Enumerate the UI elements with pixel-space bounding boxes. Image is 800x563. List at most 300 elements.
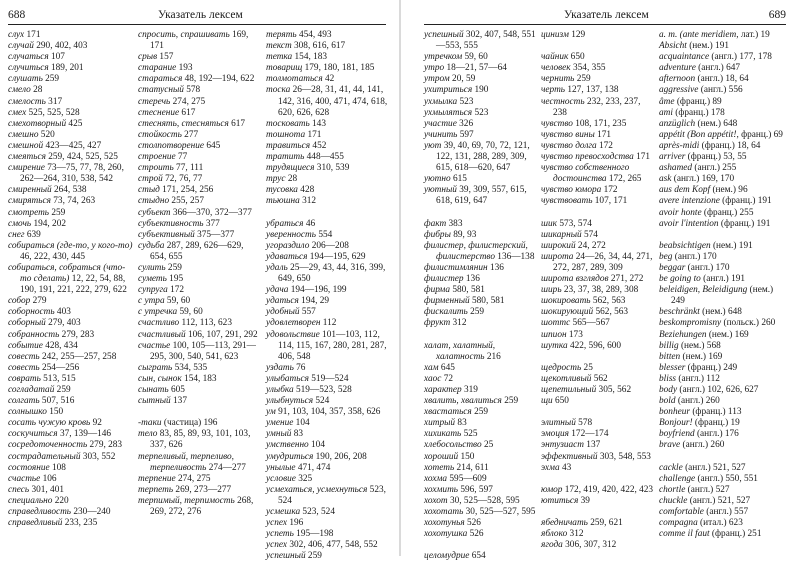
index-entry [541, 241, 655, 252]
page-refs: 92 [90, 418, 102, 429]
page-refs: 279, 283 [87, 440, 123, 451]
lexeme: унылые [266, 462, 296, 473]
lexeme: сулить [138, 262, 166, 273]
lexeme: тратить [266, 152, 305, 163]
index-entry [138, 385, 262, 396]
lexeme: хотеть [424, 462, 455, 473]
page-refs: (итал.) 623 [697, 518, 743, 529]
lexeme: ум [266, 407, 276, 418]
page-refs: 196 [287, 518, 304, 529]
index-entry [424, 396, 536, 407]
index-entry [266, 518, 390, 529]
lexeme: уздать [266, 362, 294, 373]
lexeme: справедливость [8, 507, 72, 518]
index-entry [266, 219, 390, 230]
page-refs: 59, 60 [462, 52, 488, 63]
lexeme: случиться [8, 63, 49, 74]
page-refs: 42 [322, 74, 335, 85]
lexeme: хаос [424, 373, 442, 384]
lexeme: ухмылка [424, 96, 458, 107]
lexeme: хохотать [424, 507, 464, 518]
index-entry [138, 341, 262, 363]
lexeme: шутка [541, 340, 568, 351]
lexeme: умудриться [266, 451, 314, 462]
page-refs: 279 [30, 296, 47, 307]
page-refs: 254—256 [39, 362, 80, 373]
index-entry [424, 318, 536, 329]
right-header-rule [424, 24, 786, 25]
index-entry [541, 330, 655, 341]
page-refs: 303, 548, 553 [597, 451, 651, 462]
index-entry [424, 85, 536, 96]
index-entry [266, 363, 390, 374]
page-refs: 12, 22, 54, 88, 190, 191, 221, 222, 279, 622 [20, 274, 127, 296]
page-refs: (франц.) 19 [692, 418, 740, 429]
index-entry [659, 496, 789, 507]
page-refs: 194—195, 629 [307, 251, 366, 262]
index-entry [659, 52, 789, 63]
page-refs: 366—370, 372—377 [170, 207, 252, 218]
lexeme: avoir l'intention [659, 218, 719, 229]
lexeme: субъективный [138, 229, 195, 240]
lexeme: фирменный [424, 296, 470, 307]
lexeme: удовольствие [266, 329, 320, 340]
left-page-number: 688 [8, 9, 26, 21]
lexeme: срыв [138, 52, 158, 63]
lexeme: уютный [424, 185, 457, 196]
page-refs: 104 [293, 418, 310, 429]
lexeme: хлебосольство [424, 440, 482, 451]
lexeme: хитрый [424, 418, 456, 429]
page-refs: 108 [49, 462, 66, 473]
page-refs: 305, 562 [596, 385, 632, 395]
page-refs: 83 [455, 418, 467, 429]
page-refs: 154, 183 [292, 52, 328, 63]
lexeme: утро [424, 63, 445, 74]
index-entry [659, 374, 789, 385]
lexeme: хохотушка [424, 529, 468, 540]
lexeme: энтузиаст [541, 440, 584, 451]
page-refs: , лат.) 19 [736, 30, 770, 40]
page-refs: 220 [52, 495, 69, 506]
index-entry [138, 474, 262, 485]
page-refs: 172 [596, 140, 613, 151]
index-entry [266, 174, 390, 185]
page-refs: (англ.) 556 [698, 85, 743, 96]
index-entry [424, 174, 536, 185]
lexeme: улыбка [266, 385, 294, 395]
index-entry [138, 374, 262, 385]
lexeme: уют [424, 140, 442, 151]
lexeme: усмешка [266, 507, 301, 518]
lexeme: стыдно [138, 196, 170, 207]
lexeme: терпеть [138, 484, 174, 495]
index-entry [266, 507, 390, 518]
page-refs: 169, 171 [150, 30, 249, 52]
lexeme: смеяться [8, 152, 46, 163]
page-refs: (франц.) 249 [685, 362, 738, 373]
page-refs: 326 [456, 118, 474, 129]
index-entry [138, 307, 262, 318]
page-refs: 154, 183 [181, 373, 217, 384]
lexeme: чувство [541, 118, 573, 129]
page-refs: 302, 406, 477, 548, 552 [287, 540, 378, 551]
lexeme: трудящиеся [266, 163, 315, 174]
page-refs: 101—103, 112, 114, 115, 167, 280, 281, 287, 406, 548 [278, 329, 387, 362]
index-entry [266, 540, 390, 551]
page-refs: 72, 76, 77 [162, 174, 203, 185]
index-entry [424, 307, 536, 318]
page-refs: 269, 273—277 [173, 484, 232, 495]
lexeme: chortle [659, 484, 686, 495]
lexeme: филистер [424, 274, 464, 285]
index-entry [266, 241, 390, 252]
index-entry [8, 85, 134, 96]
index-entry [8, 97, 134, 108]
page-refs: 507, 516 [39, 396, 75, 407]
page-refs: (польск.) 260 [721, 318, 776, 329]
page-refs: 30, 525—527, 595 [463, 507, 536, 518]
page-refs: 37, 139—146 [57, 429, 112, 440]
index-entry [424, 241, 536, 263]
index-entry [424, 463, 536, 474]
lexeme: Bonjour! [659, 418, 693, 429]
page-refs: 377 [203, 218, 220, 229]
index-entry [8, 440, 134, 451]
index-entry [266, 463, 390, 474]
lexeme: смочь [8, 218, 32, 229]
page-refs: 428, 434 [42, 340, 78, 351]
page-refs: 617 [228, 118, 246, 129]
lexeme: спесь [8, 484, 30, 495]
lexeme: успех [266, 518, 288, 529]
lexeme: chuckle [659, 495, 688, 506]
index-entry [659, 263, 789, 274]
index-entry [266, 407, 390, 418]
page-refs: 615 [450, 174, 467, 185]
index-entry [424, 341, 536, 363]
index-entry [138, 30, 262, 52]
lexeme: терпимый, терпимость [138, 495, 235, 506]
lexeme: тосковать [266, 118, 310, 129]
lexeme: специально [8, 495, 53, 506]
lexeme: эмоция [541, 429, 569, 440]
page-refs: (нем.) 169 [680, 351, 723, 362]
lexeme: beggar [659, 262, 686, 273]
lexeme: умственно [266, 440, 309, 451]
page-refs: 172 [601, 185, 618, 196]
index-entry [8, 330, 134, 341]
index-entry [424, 418, 536, 429]
lexeme: ami [659, 107, 673, 118]
index-entry [138, 185, 262, 196]
lexeme: снег [8, 229, 25, 240]
lexeme: трус [266, 174, 286, 185]
page-refs: 107 [48, 52, 65, 63]
page-refs: 645 [204, 140, 221, 151]
lexeme: bliss [659, 373, 677, 384]
index-entry [8, 119, 134, 130]
page-refs: 578 [183, 85, 201, 96]
page-refs: 287, 289, 626—629, 654, 655 [150, 240, 244, 262]
page-refs: 259 [501, 396, 519, 407]
index-entry [541, 141, 655, 152]
lexeme: сострадательный [8, 451, 81, 462]
lexeme: avere intenzione [659, 196, 720, 207]
index-entry [8, 429, 134, 440]
index-entry [541, 518, 655, 529]
index-entry [541, 363, 655, 374]
lexeme: солнышко [8, 407, 47, 418]
page-refs: (франц.) 53, 55 [685, 152, 747, 163]
index-entry [659, 285, 789, 307]
index-entry [8, 241, 134, 263]
index-entry [424, 30, 536, 52]
index-entry [266, 163, 390, 174]
page-refs: (франц.) 191 [718, 218, 771, 229]
index-entry [138, 63, 262, 74]
page-refs: 596, 597 [458, 484, 493, 495]
page-refs: 104 [308, 440, 325, 451]
lexeme: субъект [138, 207, 171, 218]
lexeme: aus dem Kopf [659, 185, 711, 196]
index-entry [266, 130, 390, 141]
page-refs: 39 [578, 495, 590, 506]
page-refs: 25 [481, 440, 494, 451]
page-refs: 573, 574 [557, 218, 592, 229]
lexeme: Beziehungen [659, 329, 707, 340]
lexeme: с утречка [138, 307, 178, 318]
index-entry [266, 119, 390, 130]
page-refs: 206—208 [309, 240, 349, 251]
page-refs: 259 [305, 551, 322, 562]
page-refs: 136 [463, 274, 480, 285]
index-entry [659, 418, 789, 429]
page-refs: 91, 103, 104, 357, 358, 626 [275, 407, 381, 418]
index-entry [659, 429, 789, 440]
lexeme: хороший [424, 451, 459, 462]
lexeme: широта взглядов [541, 274, 609, 285]
index-column [266, 30, 390, 562]
index-entry [266, 185, 390, 196]
index-entry [266, 30, 390, 41]
lexeme: adventure [659, 63, 696, 74]
page-refs: (англ.) 112 [676, 373, 720, 384]
page-refs: 574 [581, 229, 598, 240]
page-refs: 580, 581 [450, 285, 485, 296]
index-entry [266, 230, 390, 241]
lexeme: толмотаться [266, 74, 323, 85]
lexeme: comfortable [659, 507, 704, 518]
index-entry [541, 418, 655, 429]
page-refs: (франц.) 255 [701, 207, 754, 218]
lexeme: фибры [424, 229, 451, 240]
index-entry [541, 540, 655, 551]
index-entry [138, 141, 262, 152]
lexeme: терять [266, 30, 297, 40]
lexeme: удаться [266, 296, 299, 307]
page-refs: (англ.) 521, 527 [682, 462, 746, 473]
lexeme: хвалить, хвалиться [424, 396, 502, 407]
lexeme: brave [659, 440, 681, 451]
page-refs: 194, 29 [298, 296, 330, 307]
index-entry [8, 374, 134, 385]
page-refs: 190, 206, 208 [313, 451, 367, 462]
page-refs: 76 [293, 362, 306, 373]
index-entry [8, 496, 134, 507]
page-refs: 136—138 [494, 251, 535, 262]
page-refs: 30, 525—528, 595 [447, 495, 520, 506]
index-entry [8, 407, 134, 418]
right-page-title: Указатель лексем [564, 9, 649, 21]
index-entry [541, 119, 655, 130]
page-refs: 20, 59 [449, 74, 476, 85]
index-entry [138, 274, 262, 285]
index-entry [659, 307, 789, 318]
index-entry [424, 507, 536, 518]
page-refs: 525, 525, 528 [26, 107, 80, 118]
index-entry [8, 52, 134, 63]
page-refs: 43 [559, 462, 572, 473]
page-refs: 136 [487, 262, 504, 273]
index-entry [659, 274, 789, 285]
index-entry [659, 74, 789, 85]
lexeme: cackle [659, 462, 683, 473]
page-refs: 89, 93 [450, 229, 477, 240]
lexeme: тетка [266, 52, 293, 63]
lexeme: удача [266, 285, 289, 296]
page-refs: 129 [568, 30, 586, 40]
index-entry [659, 152, 789, 163]
index-entry [8, 296, 134, 307]
index-entry [138, 219, 262, 230]
page-refs: 565—567 [570, 318, 610, 329]
index-entry [8, 396, 134, 407]
index-entry [424, 285, 536, 296]
page-refs: (англ.) 191 [700, 274, 746, 285]
page-refs: 277 [181, 129, 199, 140]
page-refs: 28 [285, 174, 298, 185]
index-entry [541, 163, 655, 185]
index-entry [8, 185, 134, 196]
page-refs: 232, 233, 237, 238 [553, 96, 641, 118]
page-refs: 264, 538 [51, 185, 87, 196]
lexeme: шоттс [541, 318, 571, 329]
index-entry [8, 418, 134, 429]
lexeme: случаться [8, 52, 49, 63]
lexeme: ютиться [541, 495, 579, 506]
lexeme: угораздило [266, 240, 310, 251]
page-refs: (англ.) 527 [685, 484, 730, 495]
page-refs: 107, 171 [592, 196, 628, 207]
lexeme: эффективный [541, 451, 598, 462]
lexeme: шпион [541, 329, 567, 340]
right-running-head [424, 8, 786, 22]
index-entry [424, 474, 536, 485]
page-refs: (нем.) 191 [686, 41, 729, 52]
page-refs: 562 [591, 373, 608, 384]
index-entry [266, 285, 390, 296]
index-entry [138, 285, 262, 296]
lexeme: филистер, филистерский, филистерство [424, 240, 528, 262]
page-refs: 72 [441, 373, 454, 384]
lexeme: халат, халатный, халатность [424, 340, 496, 362]
index-entry [541, 296, 655, 307]
lexeme: с утра [138, 296, 165, 307]
index-entry [659, 529, 789, 540]
index-entry [266, 41, 390, 52]
lexeme: уверенность [266, 229, 317, 240]
lexeme: хвастаться [424, 407, 472, 418]
lexeme: собираться, собраться (что-то сделать) [8, 262, 126, 285]
index-entry [138, 452, 262, 474]
page-refs: 279, 283 [59, 329, 95, 340]
index-entry [659, 507, 789, 518]
index-entry [541, 185, 655, 196]
page-refs: (нем.) 648 [699, 307, 742, 318]
lexeme: avoir honte [659, 207, 702, 218]
lexeme: чайник [541, 52, 569, 63]
page-refs: 650 [552, 396, 569, 407]
lexeme: фискалить [424, 307, 468, 318]
lexeme: чувство превосходства [541, 152, 634, 163]
lexeme: суметь [138, 274, 167, 285]
index-entry [138, 485, 262, 496]
page-refs: 654 [469, 551, 486, 562]
index-entry [8, 208, 134, 219]
page-refs: 645 [438, 362, 455, 373]
index-entry [659, 485, 789, 496]
page-refs: (нем.) 169 [706, 329, 749, 340]
page-refs: 325 [295, 473, 313, 484]
page-refs: 274, 275 [170, 96, 206, 107]
page-refs: 525 [461, 429, 478, 440]
lexeme: фрукт [424, 318, 451, 329]
lexeme: учинить [424, 129, 458, 140]
index-entry [8, 485, 134, 496]
page-refs: 242, 255—257, 258 [39, 351, 117, 362]
page-refs: 523 [472, 107, 489, 118]
index-entry [659, 341, 789, 352]
lexeme: beg [659, 251, 673, 262]
lexeme: событие [8, 340, 43, 351]
index-entry [138, 318, 262, 329]
index-entry [659, 241, 789, 252]
index-entry [659, 30, 789, 41]
lexeme: тусовка [266, 185, 298, 196]
lexeme: тошнота [266, 129, 306, 140]
index-entry [138, 108, 262, 119]
index-entry [8, 196, 134, 207]
index-entry [138, 396, 262, 407]
index-entry [8, 507, 134, 518]
page-refs: 312 [567, 529, 584, 540]
page-refs: 171 [305, 129, 322, 140]
lexeme: случай [8, 41, 34, 52]
page-refs: (англ.) 177, 178 [709, 52, 772, 63]
lexeme: сын, сынок [138, 373, 182, 384]
lexeme: состояние [8, 462, 50, 473]
page-refs: 172 [167, 285, 185, 296]
index-entry [541, 30, 655, 41]
index-entry [541, 496, 655, 507]
index-entry [541, 63, 655, 74]
index-entry [266, 318, 390, 329]
page-refs: 520 [38, 129, 55, 140]
lexeme: строить [138, 163, 174, 174]
page-refs: 112 [320, 318, 337, 329]
page-refs: 639 [24, 229, 41, 240]
